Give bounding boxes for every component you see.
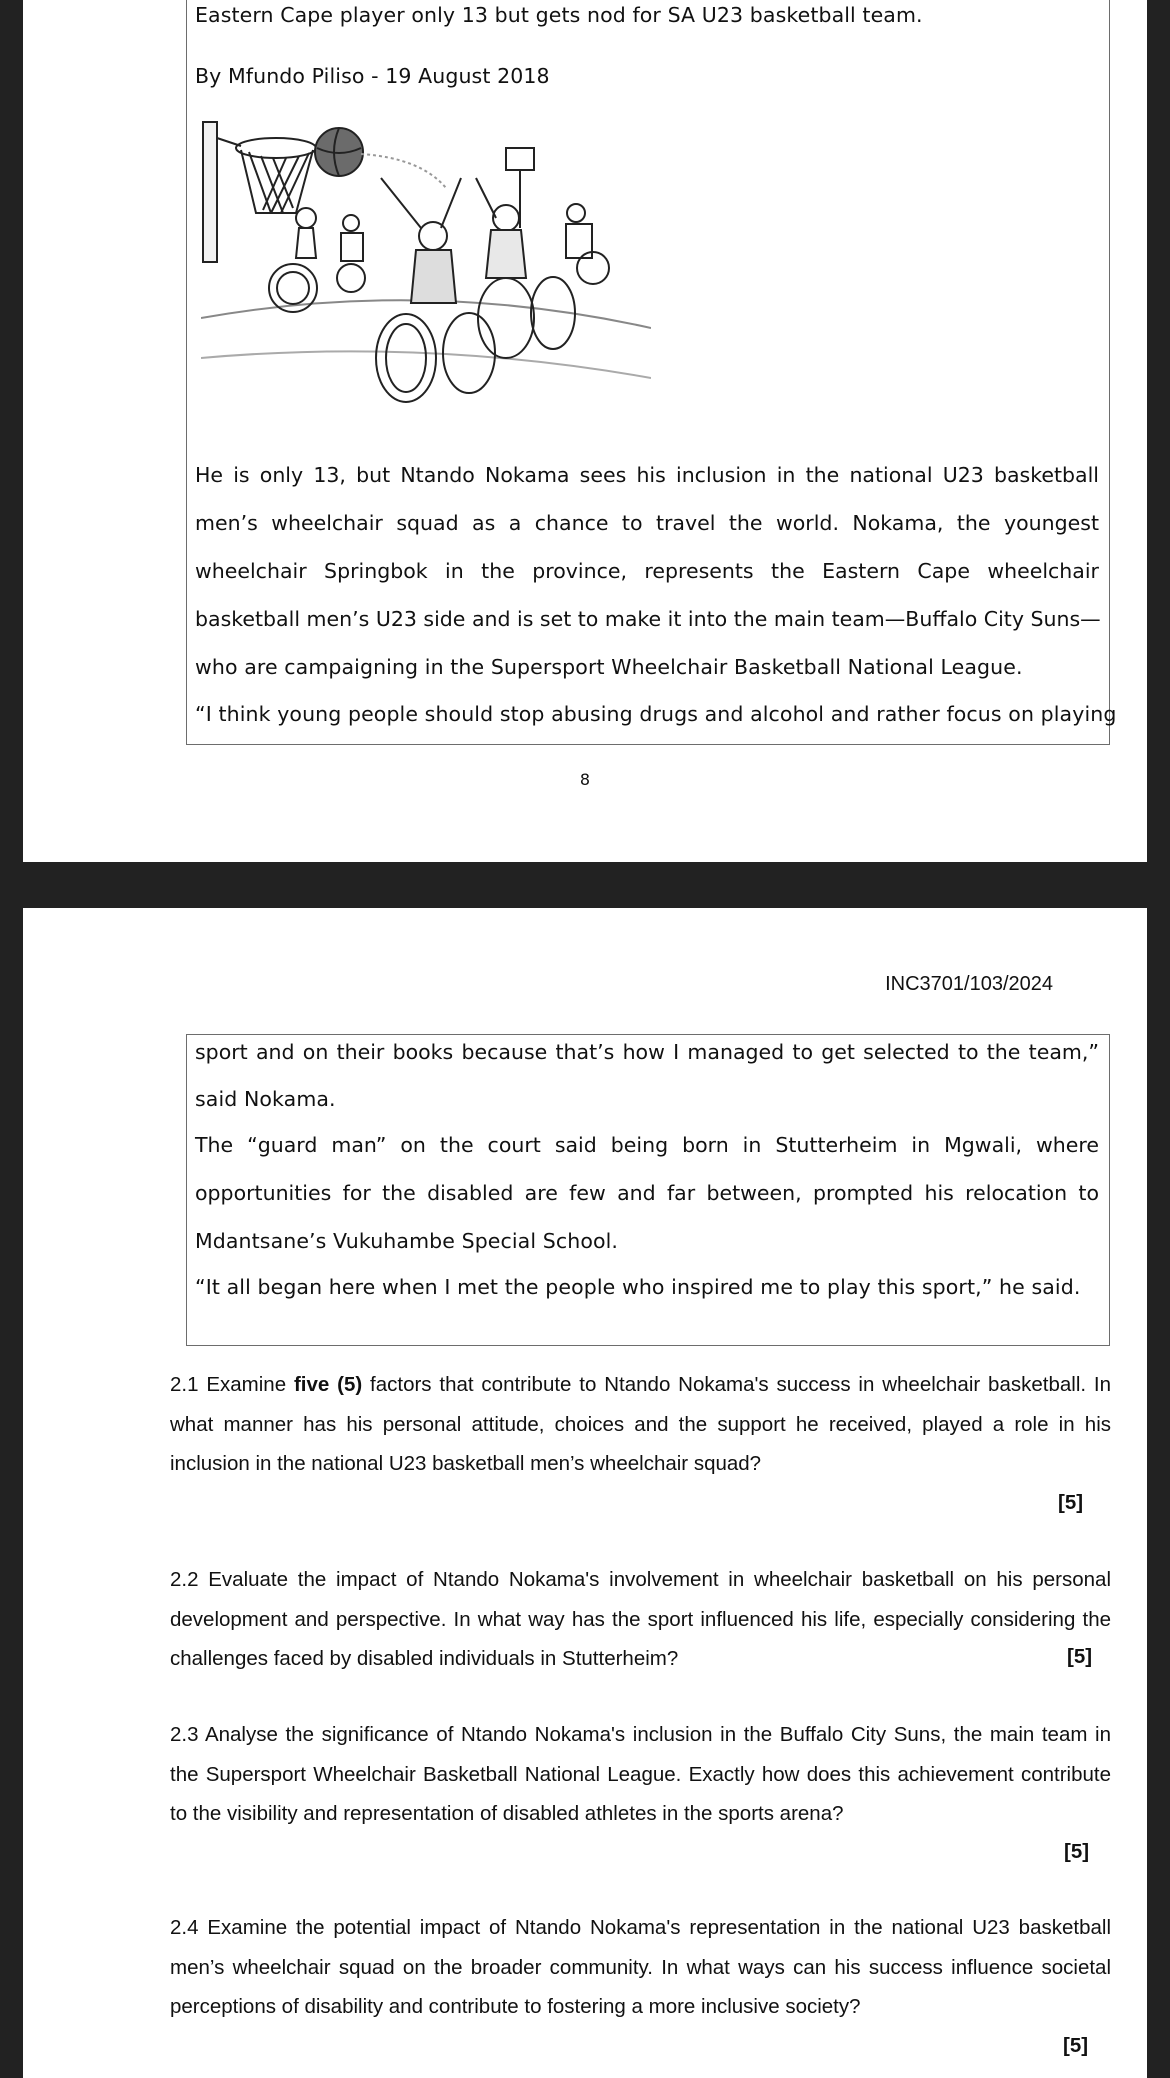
paragraph1-line-4: basketball men’s U23 side and is set to make it into the main team—Buffalo City Suns—	[195, 607, 1101, 631]
wheelchair-basketball-illustration	[201, 118, 651, 414]
quote-line-1: sport and on their books because that’s how I managed to get selected to the team,”	[195, 1040, 1099, 1064]
document-code: INC3701/103/2024	[885, 973, 1053, 995]
guard-line-1: The “guard man” on the court said being born in Stutterheim in Mgwali, where	[195, 1133, 1099, 1157]
question-2-1	[170, 1365, 1111, 1484]
paragraph1-line-5: who are campaigning in the Supersport Wheelchair Basketball National League.	[195, 655, 1023, 679]
page-number: 8	[579, 770, 591, 789]
document-page-9	[23, 908, 1147, 2078]
question-2-3-text: 2.3 Analyse the significance of Ntando Nokama's inclusion in the Buffalo City Suns, the main team in the Supersport Wheelchair Basketball National League. Exactly how does this achievement contribute to the visibility and representation of disabled athletes in the sports arena?	[170, 1723, 1111, 1825]
paragraph1-line-1: He is only 13, but Ntando Nokama sees his inclusion in the national U23 basketball	[195, 463, 1099, 487]
paragraph1-line-3: wheelchair Springbok in the province, represents the Eastern Cape wheelchair	[195, 559, 1099, 583]
final-quote: “It all began here when I met the people who inspired me to play this sport,” he said.	[195, 1275, 1081, 1299]
question-2-2-mark: [5]	[1067, 1645, 1093, 1668]
quote-line-2: said Nokama.	[195, 1087, 336, 1111]
paragraph2-line-1: “I think young people should stop abusing drugs and alcohol and rather focus on playing	[195, 702, 1117, 726]
question-2-1-text-b: factors that contribute to Ntando Nokama's success in wheelchair basketball. In what manner has his personal attitude, choices and the support he received, played a role in his inclusion in the national U23 basketball men’s wheelchair squad?	[170, 1373, 1112, 1475]
document-page-8	[23, 0, 1147, 862]
question-2-3-mark: [5]	[1064, 1840, 1090, 1863]
question-2-4-mark: [5]	[1063, 2034, 1089, 2057]
article-byline: By Mfundo Piliso - 19 August 2018	[195, 64, 550, 88]
question-2-3	[170, 1715, 1111, 1834]
question-2-2-text: 2.2 Evaluate the impact of Ntando Nokama's involvement in wheelchair basketball on his personal development and perspective. In what way has the sport influenced his life, especially considering the challenges faced by disabled individuals in Stutterheim?	[170, 1568, 1111, 1670]
question-2-1-mark: [5]	[1058, 1491, 1084, 1514]
guard-line-2: opportunities for the disabled are few and far between, prompted his relocation to	[195, 1181, 1099, 1205]
guard-line-3: Mdantsane’s Vukuhambe Special School.	[195, 1229, 619, 1253]
question-2-2	[170, 1560, 1111, 1679]
question-2-1-text-a: 2.1 Examine	[170, 1373, 294, 1396]
article-headline: Eastern Cape player only 13 but gets nod for SA U23 basketball team.	[195, 3, 923, 27]
question-2-1-bold: five (5)	[293, 1373, 363, 1396]
paragraph1-line-2: men’s wheelchair squad as a chance to travel the world. Nokama, the youngest	[195, 511, 1099, 535]
question-2-4-text: 2.4 Examine the potential impact of Ntando Nokama's representation in the national U23 basketball men’s wheelchair squad on the broader community. In what ways can his success influence societal perceptions of disability and contribute to fostering a more inclusive society?	[170, 1916, 1111, 2018]
question-2-4	[170, 1908, 1111, 2027]
